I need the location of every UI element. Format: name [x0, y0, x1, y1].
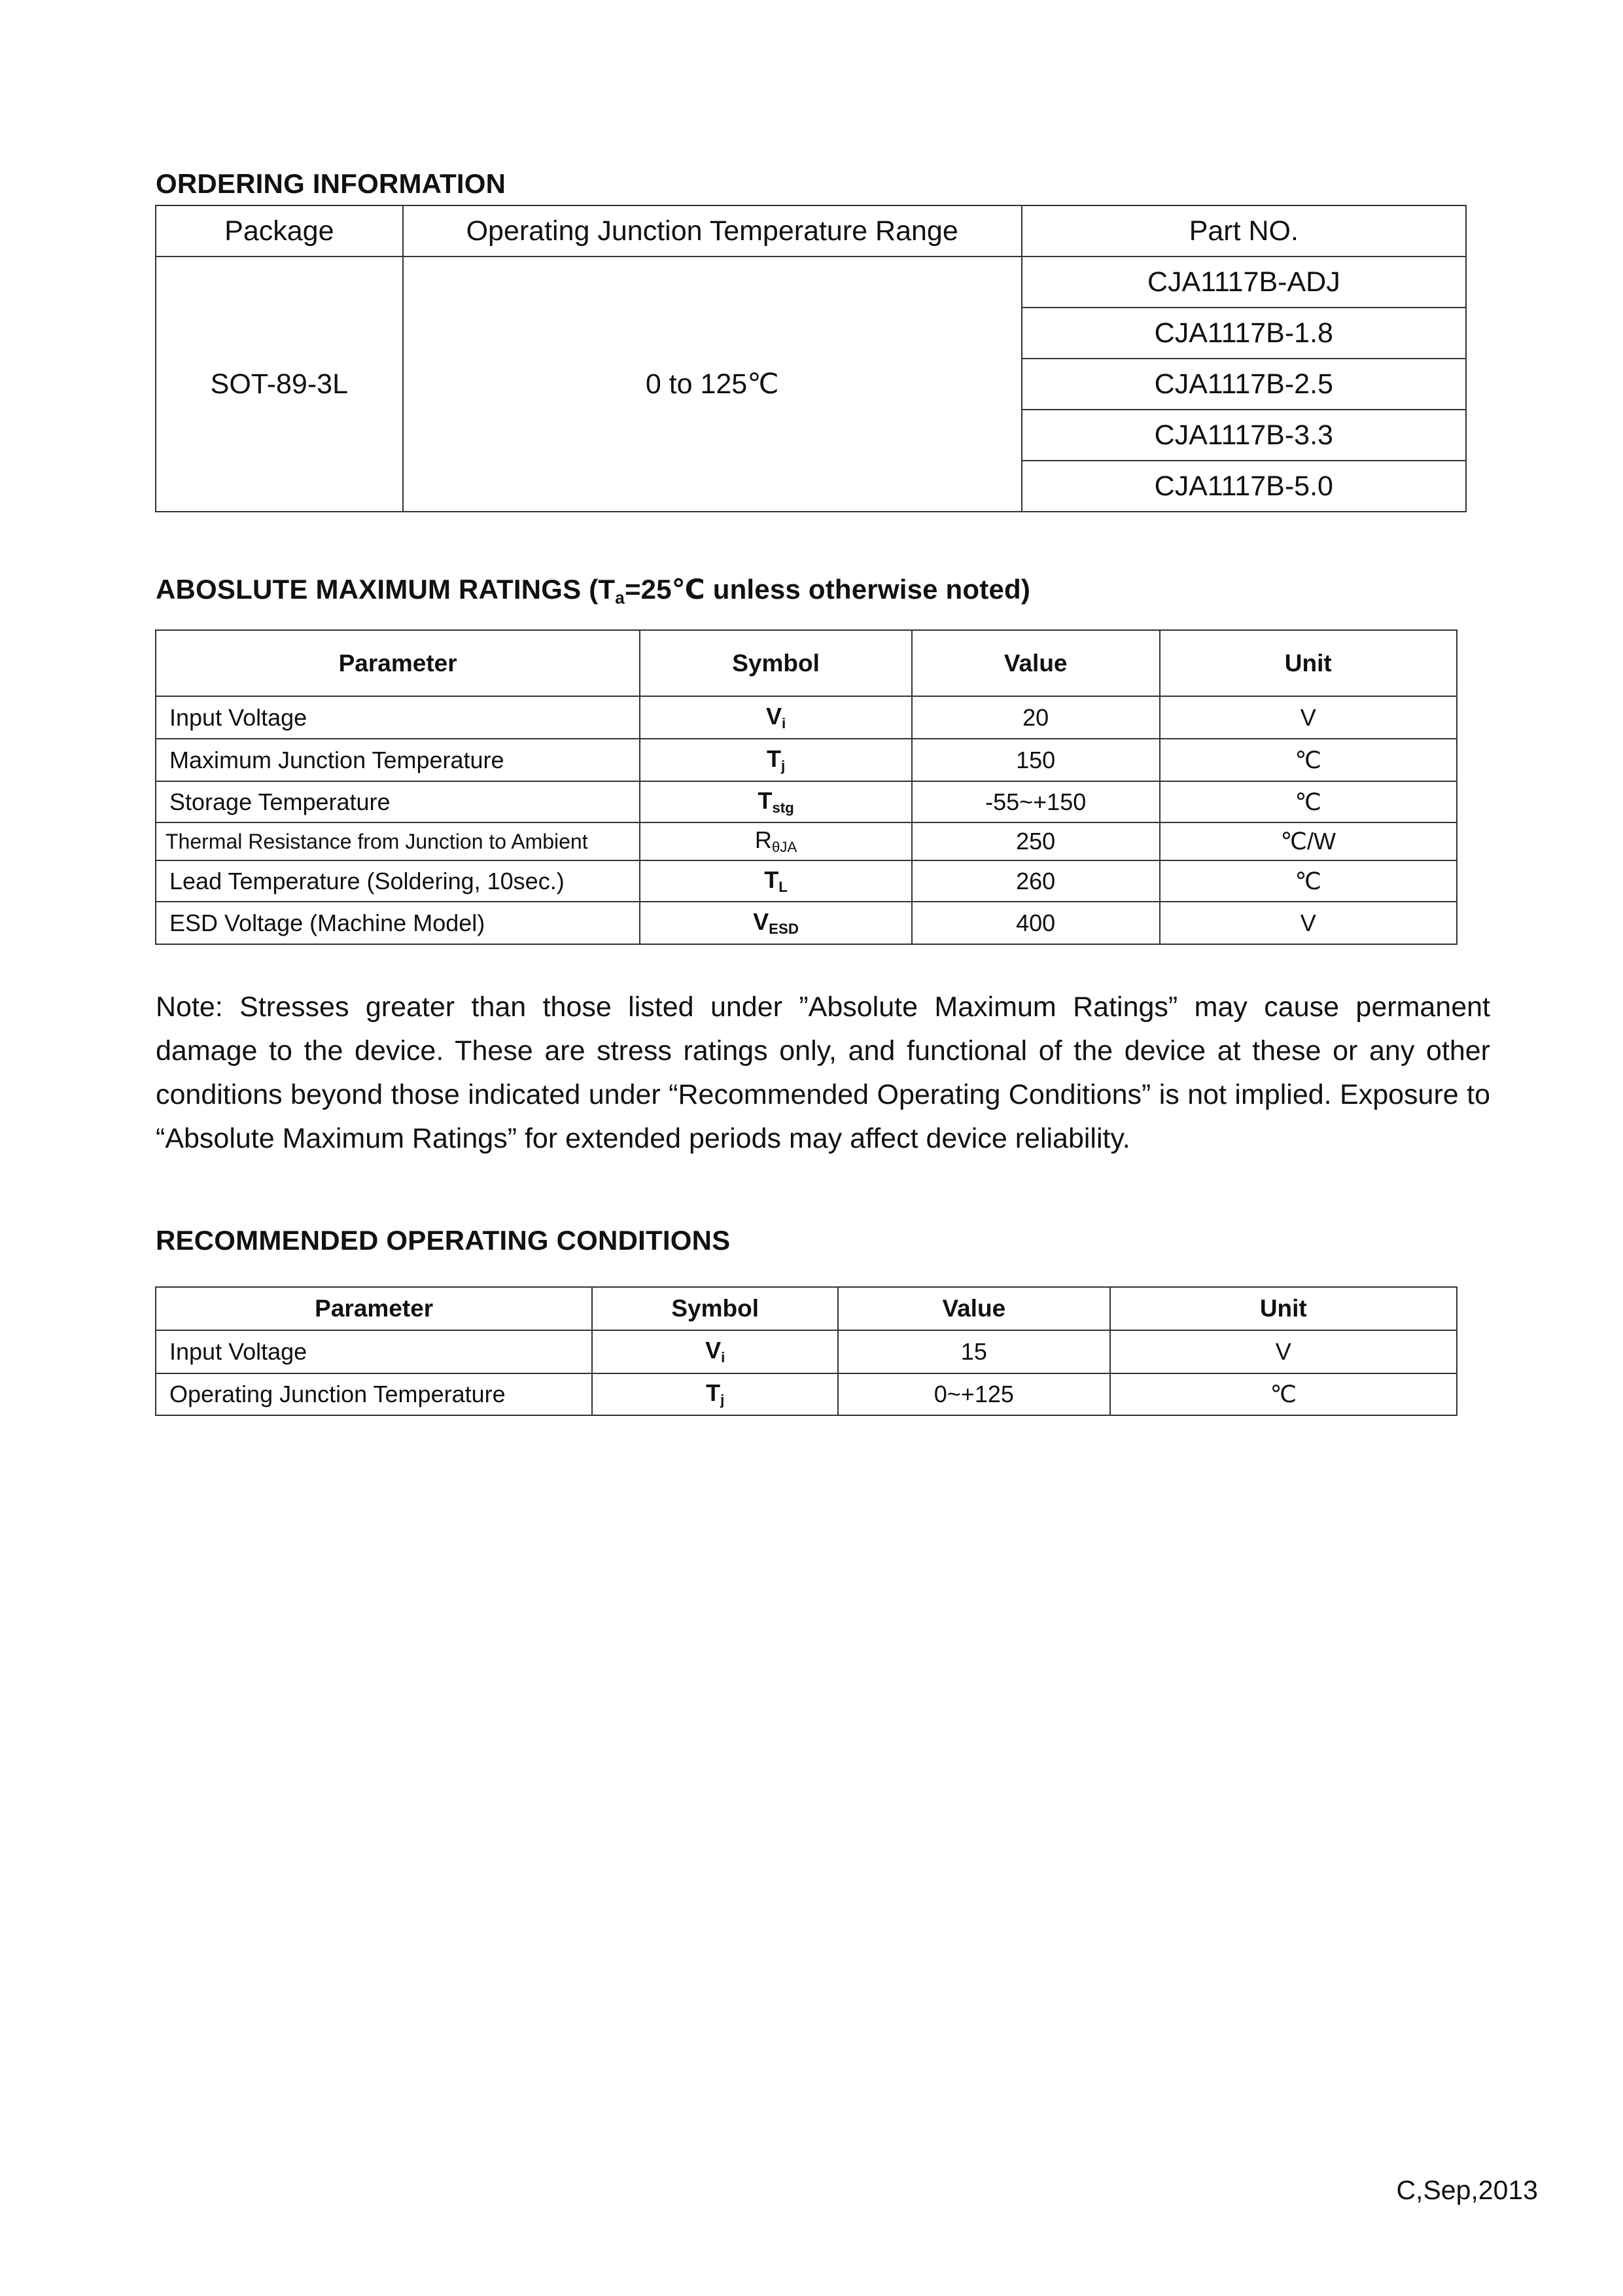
header-package: Package [156, 205, 403, 256]
header-parameter: Parameter [156, 630, 640, 696]
table-row [156, 1373, 1457, 1415]
roc-table [155, 1286, 1457, 1416]
parameter-cell: Operating Junction Temperature [156, 1373, 592, 1415]
symbol-cell: $T_{stg}$ [640, 781, 912, 822]
table-row [156, 739, 1457, 781]
unit-cell: ℃/W [1160, 822, 1457, 860]
table-row [156, 902, 1457, 944]
unit-cell: V [1110, 1330, 1457, 1373]
parameter-cell: Input Voltage [156, 1330, 592, 1373]
unit-cell: ℃ [1160, 860, 1457, 902]
table-row [156, 696, 1457, 739]
table-row [156, 781, 1457, 822]
symbol-cell: $R_{\theta JA}$ [640, 822, 912, 860]
amr-heading: ABOSLUTE MAXIMUM RATINGS ($T_a=25℃$ unless otherwise noted) [156, 574, 1031, 608]
faint-watermark [785, 1152, 844, 1162]
part-no-cell: CJA1117B-ADJ [1022, 256, 1466, 308]
header-symbol: Symbol [640, 630, 912, 696]
value-cell: 250 [912, 822, 1160, 860]
header-temp-range: Operating Junction Temperature Range [403, 205, 1022, 256]
table-row [156, 860, 1457, 902]
unit-cell: ℃ [1110, 1373, 1457, 1415]
temp-range-cell: 0 to 125℃ [403, 256, 1022, 512]
table-row [156, 1330, 1457, 1373]
value-cell: -55~+150 [912, 781, 1160, 822]
unit-cell: ℃ [1160, 781, 1457, 822]
value-cell: 150 [912, 739, 1160, 781]
value-cell: 0~+125 [838, 1373, 1110, 1415]
unit-cell: V [1160, 902, 1457, 944]
part-no-cell: CJA1117B-1.8 [1022, 308, 1466, 359]
ordering-table [155, 205, 1467, 512]
header-unit: Unit [1160, 630, 1457, 696]
parameter-cell: Maximum Junction Temperature [156, 739, 640, 781]
symbol-cell: $T_j$ [640, 739, 912, 781]
package-cell: SOT-89-3L [156, 256, 403, 512]
symbol-cell: $T_j$ [592, 1373, 838, 1415]
ordering-heading: ORDERING INFORMATION [156, 168, 506, 199]
value-cell: 20 [912, 696, 1160, 739]
parameter-cell: Input Voltage [156, 696, 640, 739]
unit-cell: V [1160, 696, 1457, 739]
revision-date: C,Sep,2013 [1396, 2175, 1538, 2205]
note-paragraph: Note: Stresses greater than those listed under ”Absolute Maximum Ratings” may cause permanent damage to the device. These are stress ratings only, and functional of the device at these or any other conditions beyond those indicated under “Recommended Operating Conditions” is not implied. Exposure to “Absolute Maximum Ratings” for extended periods may affect device reliability. [156, 991, 1490, 1154]
header-part-no: Part NO. [1022, 205, 1466, 256]
header-unit: Unit [1110, 1287, 1457, 1330]
parameter-cell: Storage Temperature [156, 781, 640, 822]
table-row [156, 822, 1457, 860]
value-cell: 260 [912, 860, 1160, 902]
value-cell: 15 [838, 1330, 1110, 1373]
header-value: Value [912, 630, 1160, 696]
parameter-cell: Lead Temperature (Soldering, 10sec.) [156, 860, 640, 902]
part-no-cell: CJA1117B-2.5 [1022, 359, 1466, 410]
header-value: Value [838, 1287, 1110, 1330]
parameter-cell: ESD Voltage (Machine Model) [156, 902, 640, 944]
amr-table [155, 629, 1457, 945]
header-parameter: Parameter [156, 1287, 592, 1330]
value-cell: 400 [912, 902, 1160, 944]
symbol-cell: $V_i$ [592, 1330, 838, 1373]
roc-heading: RECOMMENDED OPERATING CONDITIONS [156, 1225, 731, 1256]
part-no-cell: CJA1117B-5.0 [1022, 461, 1466, 512]
symbol-cell: $T_L$ [640, 860, 912, 902]
unit-cell: ℃ [1160, 739, 1457, 781]
symbol-cell: $V_{ESD}$ [640, 902, 912, 944]
header-symbol: Symbol [592, 1287, 838, 1330]
parameter-cell: Thermal Resistance from Junction to Ambient [156, 822, 640, 860]
part-no-cell: CJA1117B-3.3 [1022, 410, 1466, 461]
symbol-cell: $V_i$ [640, 696, 912, 739]
